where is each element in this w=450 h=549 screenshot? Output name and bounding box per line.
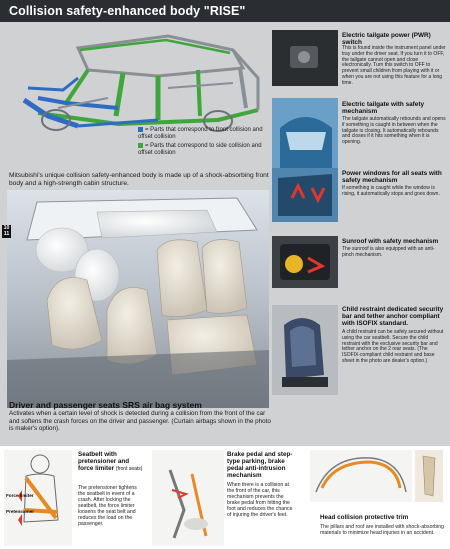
- brake-title: Brake pedal and step-type parking, brake pedal anti-intrusion mechanism: [227, 451, 293, 479]
- feature-text-power-windows: If something is caught while the window is rising, it automatically stops and goes down.: [342, 185, 440, 197]
- feature-title-pwr-switch: Electric tailgate power (PWR) switch: [342, 32, 431, 47]
- seatbelt-title: [78, 451, 144, 473]
- sunroof-image: [272, 236, 338, 288]
- power-window-image: [272, 168, 338, 222]
- rise-body-frame-image: [18, 28, 268, 140]
- feature-title-tailgate: Electric tailgate with safety mechanism: [342, 101, 425, 116]
- page-number-tab: [2, 225, 11, 238]
- feature-title-sunroof: Sunroof with safety mechanism: [342, 238, 439, 245]
- bottom-features-strip: [0, 446, 450, 549]
- tailgate-image: [272, 98, 338, 174]
- feature-text-tailgate: The tailgate automatically rebounds and opens if something is caught in between when the tailgate is closing. It automatically rebounds and closes if it hits something when it is opening.: [342, 116, 446, 146]
- legend-side-swatch: [138, 143, 143, 148]
- srs-title: Driver and passenger seats SRS air bag system: [9, 400, 202, 410]
- page-number-bottom: 11: [3, 231, 10, 237]
- feature-title-child-restraint: Child restraint dedicated security bar and tether anchor compliant with ISOFIX standard.: [342, 306, 444, 328]
- brake-text: When there is a collision at the front of the car, this mechanism prevents the brake pedal from hitting the foot and reduces the chance of injuring the driver's feet.: [227, 482, 293, 518]
- srs-text: Activates when a certain level of shock is detected during a collision from the front of the car and softens the crash forces on the driver and passenger. (Curtain airbags shown in the photo is maker's option).: [9, 410, 271, 433]
- head-trim-image: [310, 450, 412, 502]
- title-band: [0, 0, 450, 22]
- seatbelt-title-main: Seatbelt with pretensioner and force limiter: [78, 451, 130, 472]
- page-title: Collision safety-enhanced body "RISE": [9, 4, 246, 18]
- pwr-switch-image: [272, 30, 338, 86]
- legend-side: [138, 143, 268, 157]
- page-number-top: 10: [3, 225, 10, 231]
- force-limiter-label: Force limiter: [6, 493, 34, 498]
- child-restraint-image: [272, 305, 338, 395]
- feature-text-pwr-switch: This is found inside the instrument panel under tray under the driver seat. If you turn it to OFF, the tailgate cannot open and close electronically. Turn this switch to OFF to prevent small children from playing with it or when you are not using this feature for a long time.: [342, 45, 446, 86]
- feature-text-sunroof: The sunroof is also equipped with an anti-pinch mechanism.: [342, 246, 435, 258]
- legend-side-text: = Parts that correspond to side collision and offset collision: [138, 143, 262, 157]
- seatbelt-text: The pretensioner tightens the seatbelt in event of a crash. After locking the seatbelt, the force limiter loosens the seat belt and reduces the load on the passenger.: [78, 485, 137, 527]
- legend-front: [138, 127, 268, 141]
- legend-front-text: = Parts that correspond to front collision and offset collision: [138, 127, 263, 141]
- brake-pedal-image: [152, 450, 224, 546]
- cabin-airbag-image: [7, 190, 269, 408]
- feature-text-child-restraint: A child restraint can be safely secured without using the car seatbelt. Secure the child restraint with the exclusive security bar and tether anchor on the 2 rear seats. (The ISOFIX-compliant child restraint and base sheet in the photo are dealer's option.): [342, 329, 444, 364]
- pretensioner-label: Pretensioner: [6, 509, 35, 514]
- head-trim-part-image: [415, 450, 443, 502]
- intro-paragraph: Mitsubishi's unique collision safety-enhanced body is made up of a shock-absorbing front body and a high-strength cabin structure.: [9, 172, 269, 187]
- seatbelt-image: [4, 450, 72, 546]
- head-trim-text: The pillars and roof are installed with shock-absorbing materials to minimize head injuries in an accident.: [320, 524, 444, 536]
- head-trim-title: Head collision protective trim: [320, 514, 409, 521]
- legend-front-swatch: [138, 127, 143, 132]
- feature-title-power-windows: Power windows for all seats with safety mechanism: [342, 170, 442, 185]
- seatbelt-title-note: (front seats): [115, 466, 143, 472]
